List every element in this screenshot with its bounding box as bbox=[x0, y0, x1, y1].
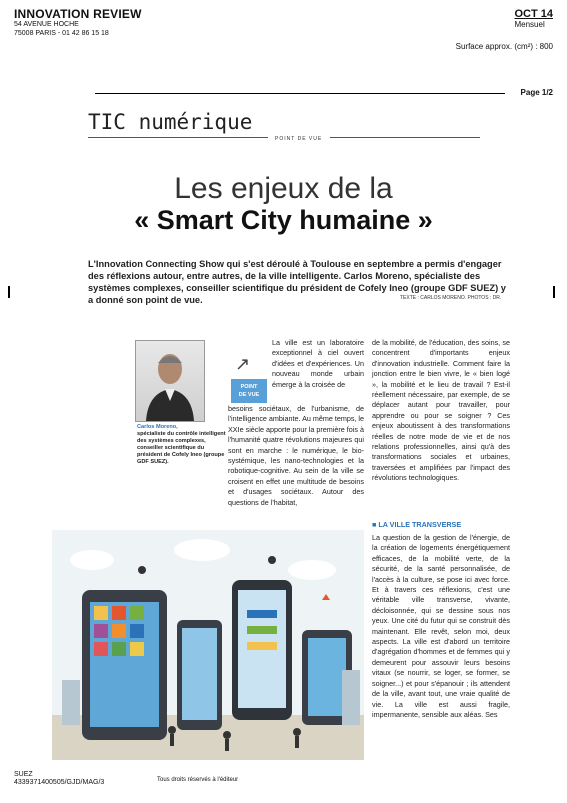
badge-line-1: POINT bbox=[240, 384, 258, 390]
author-photo bbox=[135, 340, 205, 422]
issue-date: OCT 14 bbox=[514, 8, 553, 20]
smart-city-illustration bbox=[52, 530, 364, 760]
masthead bbox=[14, 8, 142, 38]
caption-name: Carlos Moreno, bbox=[137, 424, 178, 430]
point-de-vue-label: POINT DE VUE bbox=[275, 136, 323, 142]
section-subhead bbox=[372, 520, 461, 529]
rubric-rule-left bbox=[88, 137, 268, 138]
article-lede: L'Innovation Connecting Show qui s'est déroulé à Toulouse en septembre a permis d'engager des réflexions autour, entre autres, de la ville intelligente. Carlos Moreno, spécialiste des systèmes complexes, conseiller scientifique du président de Cofely Ineo (groupe GDF SUEZ) y a donné son point de vue. bbox=[88, 259, 506, 305]
column-2-bottom: La question de la gestion de l'énergie, de la création de logements énergétiquement efficaces, de la mobilité verte, de la sécurité, de la santé personnalisée, de l'accès à la culture, se pose ici avec force. Et à travers ces réflexions, c'est une véritable ville transverse, vivante, décloisonnée, qui se dessine sous nos yeux. Une cité du futur qui se construit dès maintenant. Elle revêt, selon moi, deux aspects. La ville est d'abord un territoire d'agrégation d'hommes et de femmes qui y demeurent pour assouvir leurs besoins vitaux (se nourrir, se loger, se former, se soigner...) et pour s'épanouir ; ils attendent de la ville, avant tout, une vraie qualité de vie. La ville est aussi fragile, impermanente, sensible aux aléas. Ses bbox=[372, 533, 510, 719]
surface-area: Surface approx. (cm²) : 800 bbox=[455, 42, 553, 51]
photo-caption bbox=[137, 424, 227, 466]
subhead-text: LA VILLE TRANSVERSE bbox=[378, 520, 462, 529]
arrow-icon: ↗ bbox=[235, 354, 251, 374]
column-2-top: de la mobilité, de l'éducation, des soins, se concentrent d'importants enjeux d'innovation industrielle. Comment faire la jonction entre le bien vivre, le « bien logé », la mobilité et le lieu de travail ? Est-il réellement nécessaire, par exemple, de se déplacer autant pour travailler, pour apprendre ou pour se soigner ? Ces enjeux aboutissent à des transformations réelles de notre mode de vie et de nos relations professionnelles, ainsi qu'à des transformations sociales et urbaines, traversées et amplifiées par l'impact des révolutions technologiques. bbox=[372, 338, 510, 483]
column-1-top: La ville est un laboratoire exceptionnel à ciel ouvert d'idées et d'expériences. Un nouveau monde urbain émerge à la croisée de bbox=[272, 338, 364, 389]
margin-tick-right bbox=[553, 286, 555, 298]
publication-name: INNOVATION REVIEW bbox=[14, 7, 142, 21]
article-credit: TEXTE : CARLOS MORENO. PHOTOS : DR. bbox=[400, 295, 502, 301]
issue-info bbox=[514, 8, 553, 29]
badge-line-2: DE VUE bbox=[238, 392, 260, 398]
header-rule bbox=[95, 93, 505, 94]
footer-code-2: 4339371400505/GJD/MAG/3 bbox=[14, 779, 105, 786]
rubric-rule-right bbox=[330, 137, 480, 138]
subhead-square-icon: ■ bbox=[372, 520, 379, 529]
point-de-vue-badge bbox=[231, 379, 267, 403]
article-title-line-1: Les enjeux de la bbox=[174, 172, 393, 205]
footer-codes bbox=[14, 771, 104, 787]
rubric-title: TIC numérique bbox=[88, 110, 253, 134]
address-line-1: 54 AVENUE HOCHE bbox=[14, 21, 79, 28]
footer-rights: Tous droits réservés à l'éditeur bbox=[157, 777, 239, 783]
caption-text: spécialiste du contrôle intelligent des systèmes complexes, conseiller scientifique du président de Cofely Ineo (groupe GDF SUEZ). bbox=[137, 431, 226, 465]
address-line-2: 75008 PARIS - 01 42 86 15 18 bbox=[14, 30, 109, 37]
footer-code-1: SUEZ bbox=[14, 771, 33, 778]
margin-tick-left bbox=[8, 286, 10, 298]
article-title-line-2: « Smart City humaine » bbox=[134, 205, 433, 235]
frequency: Mensuel bbox=[514, 20, 545, 29]
column-1-bottom: besoins sociétaux, de l'urbanisme, de l'intelligence ambiante. Au même temps, le XXIe siècle apporte pour la première fois à l'humanité quatre révolutions majeures qui sont en marche : le numérique, le bio-systémique, les nano-technologies et la robotique-cognitive. Au sein de la ville se croisent en effet une multitude de besoins et d'usages sociétaux. Autour des questions de l'habitat, bbox=[228, 404, 365, 507]
page-number: Page 1/2 bbox=[520, 88, 553, 97]
